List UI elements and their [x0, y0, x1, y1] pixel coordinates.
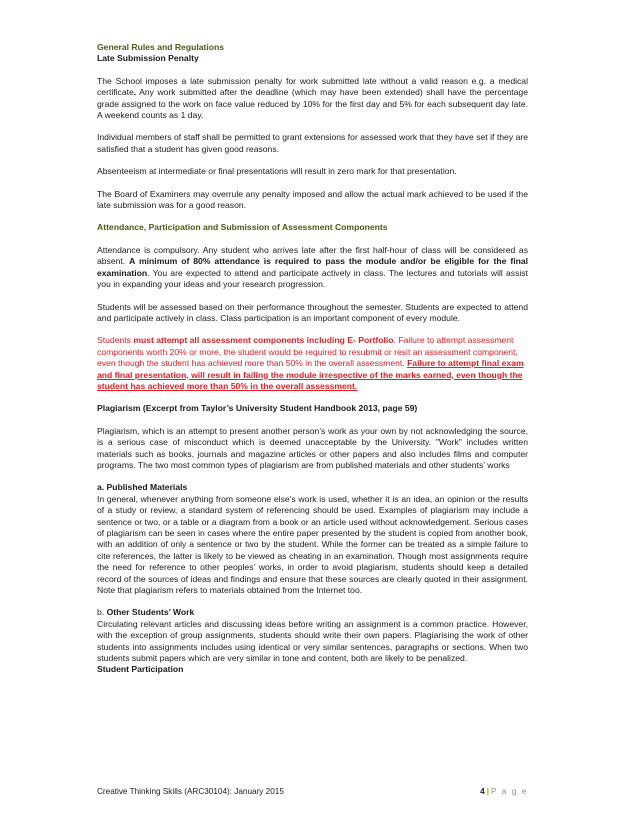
att-p3-text-bold: must attempt all assessment components including E- Portfolio: [133, 335, 394, 346]
att-p1-text-c: . You are expected to attend and participate actively in class. The lectures and tutorials will assist you in expanding your ideas and your research progression.: [97, 267, 528, 290]
heading-plagiarism: Plagiarism (Excerpt from Taylor’s University Student Handbook 2013, page 59): [97, 403, 418, 414]
late-p1-text-b: Any work submitted after the deadline (which may have been extended) shall have the percentage grade assigned to the work on face value reduced by 10% for the first day and 5% for each subsequent day late. A weekend counts as 1 day.: [97, 87, 528, 121]
late-penalty-paragraph-3: Absenteeism at intermediate or final presentations will result in zero mark for that presentation.: [97, 166, 457, 177]
page-separator: |: [486, 787, 489, 796]
page-number: 4: [480, 787, 485, 796]
heading-student-participation: Student Participation: [97, 664, 184, 675]
late-penalty-paragraph-1: [97, 76, 528, 122]
heading-other-text: Other Students’ Work: [106, 607, 195, 618]
att-p1-text-bold: A minimum of 80% attendance is required to pass the module and/or be eligible for the final examination: [97, 256, 529, 278]
late-p1-dot: .: [133, 87, 137, 98]
other-students-work-paragraph: Circulating relevant articles and discussing ideas before writing an assignment is a common practice. However, with the exception of group assignments, students should write their own papers. Plagiarising the work of other students into assignments includes using identical or very similar sentences, paragraphs or sections. When two students submit papers which are very similar in tone and content, both are likely to be penalized.: [97, 618, 528, 664]
late-penalty-paragraph-2: Individual members of staff shall be permitted to grant extensions for assessed work that they have set if they are satisfied that a student has given good reasons.: [97, 132, 528, 154]
attendance-paragraph-3: [97, 335, 528, 392]
heading-published-materials: a. Published Materials: [97, 482, 188, 493]
page-content: [97, 42, 528, 676]
heading-general-rules: General Rules and Regulations: [97, 42, 225, 52]
att-p3-text-a: Students: [97, 335, 134, 346]
att-p3-text-c: . Failure to attempt assessment components worth 20% or more, the student would be required to resubmit or resit an assessment component, even though the student has achieved more than 50% in the overall assessment.: [97, 335, 518, 369]
att-p1-text-a: Attendance is compulsory. Any student who arrives late after the first half-hour of class will be considered as absent.: [97, 244, 528, 267]
heading-other-students-work: [97, 607, 528, 618]
heading-late-submission: Late Submission Penalty: [97, 53, 199, 64]
attendance-paragraph-2: Students will be assessed based on their performance throughout the semester. Students are expected to attend and participate actively in class. Class participation is an important component of every module.: [97, 301, 528, 323]
late-penalty-paragraph-4: The Board of Examiners may overrule any penalty imposed and allow the actual mark achieved to be used if the late submission was for a good reason.: [97, 188, 528, 211]
published-materials-paragraph: In general, whenever anything from someone else’s work is used, whether it is an idea, an opinion or the results of a study or review, a standard system of referencing should be used. Examples of plagiarism may include a sentence or two, or a table or a diagram from a book or an article used without acknowledgement. Serious cases of plagiarism can be seen in cases where the entire paper presented by the student is copied from another book, with an addition of only a sentence or two by the student. While the former can be treated as a simple failure to cite references, the latter is likely to be viewed as cheating in an examination. Though most assignments require the need for reference to other peoples’ works, in order to avoid plagiarism, students should keep a detailed record of the sources of ideas and findings and ensure that these sources are clearly quoted in their assignment. Note that plagiarism refers to materials obtained from the Internet too.: [97, 493, 528, 596]
heading-other-prefix: b.: [97, 607, 107, 618]
page-word: P a g e: [491, 787, 528, 796]
plagiarism-paragraph-1: Plagiarism, which is an attempt to present another person’s work as your own by not acknowledging the source, is a serious case of misconduct which is deemed unacceptable by the University. "Work" includes written materials such as books, journals and magazine articles or other papers and also includes films and computer programs. The two most common types of plagiarism are from published materials and other students’ works: [97, 425, 528, 470]
late-p1-text-a: The School imposes a late submission penalty for work submitted late without a valid reason e.g. a medical certificate: [97, 75, 528, 98]
att-p3-text-underlined: Failure to attempt final exam and final presentation, will result in failing the module irrespective of the marks earned, even though the student has achieved more than 50% in the overall assessment.: [97, 358, 524, 391]
heading-attendance: Attendance, Participation and Submission of Assessment Components: [97, 222, 388, 233]
attendance-paragraph-1: [97, 245, 528, 291]
footer-page-number: [480, 786, 528, 797]
page-footer: [97, 786, 528, 797]
footer-course-title: Creative Thinking Skills (ARC30104): January 2015: [97, 787, 284, 796]
